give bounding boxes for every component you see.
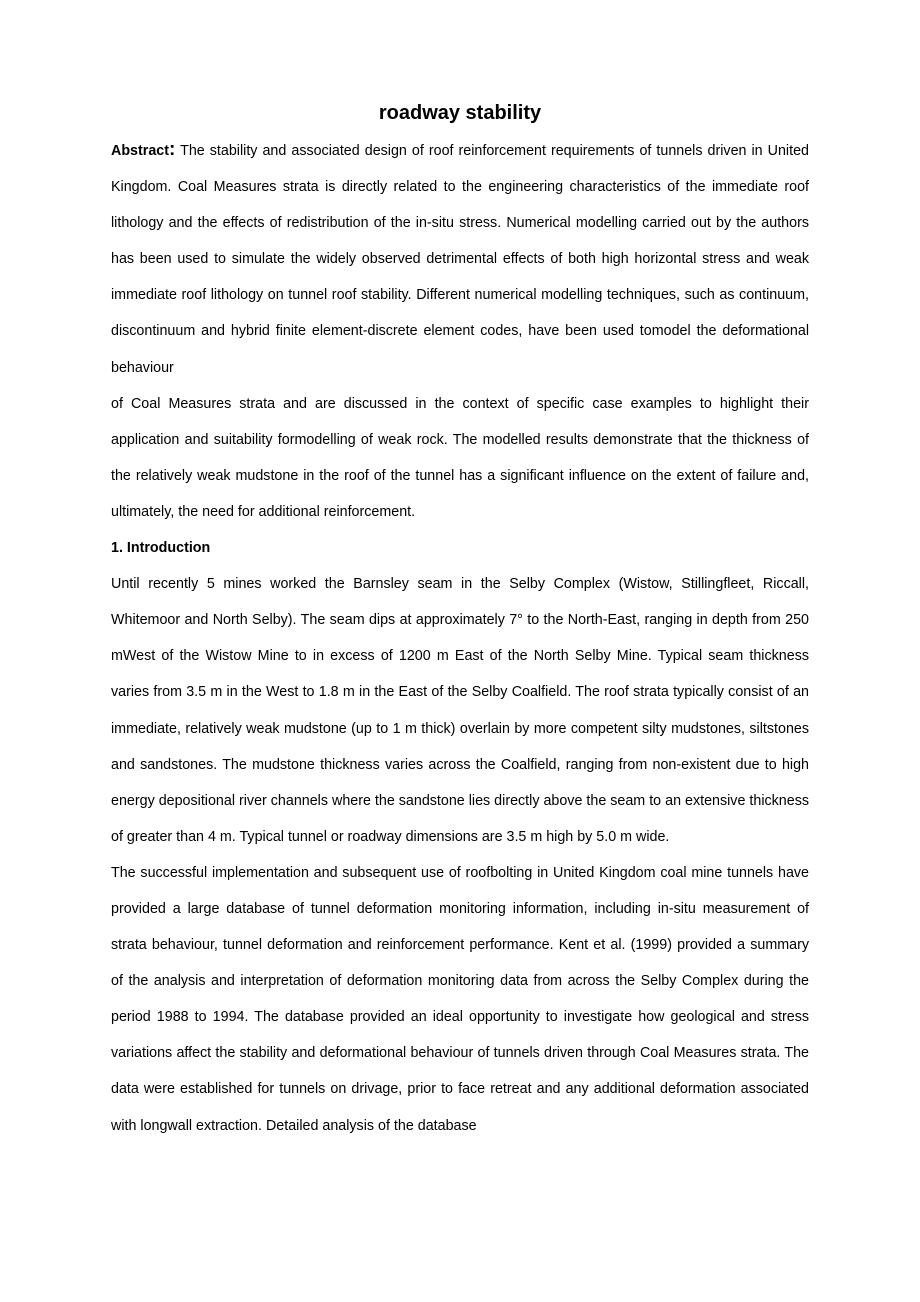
document-title: roadway stability: [378, 102, 542, 124]
introduction-paragraph-2: The successful implementation and subsequent use of roofbolting in United Kingdom coal mine tunnels have provided a large database of tunnel deformation monitoring information, including in-situ measurement of strata behaviour, tunnel deformation and reinforcement performance. Kent et al. (1999) provided a summary of the analysis and interpretation of deformation monitoring data from across the Selby Complex during the period 1988 to 1994. The database provided an ideal opportunity to investigate how geological and stress variations affect the stability and deformational behaviour of tunnels driven through Coal Measures strata. The data were established for tunnels on drivage, prior to face retreat and any additional deformation associated with longwall extraction. Detailed analysis of the database: [111, 864, 809, 1134]
abstract-colon: :: [169, 139, 176, 160]
introduction-paragraph-1: Until recently 5 mines worked the Barnsley seam in the Selby Complex (Wistow, Stillingfleet, Riccall, Whitemoor and North Selby). The seam dips at approximately 7° to the North-East, ranging in depth from 250 mWest of the Wistow Mine to in excess of 1200 m East of the North Selby Mine. Typical seam thickness varies from 3.5 m in the West to 1.8 m in the East of the Selby Coalfield. The roof strata typically consist of an immediate, relatively weak mudstone (up to 1 m thick) overlain by more competent silty mudstones, siltstones and sandstones. The mudstone thickness varies across the Coalfield, ranging from non-existent due to high energy depositional river channels where the sandstone lies directly above the seam to an extensive thickness of greater than 4 m. Typical tunnel or roadway dimensions are 3.5 m high by 5.0 m wide.: [111, 576, 809, 845]
abstract-continuation: of Coal Measures strata and are discussed in the context of specific case examples to highlight their application and suitability formodelling of weak rock. The modelled results demonstrate that the thickness of the relatively weak mudstone in the roof of the tunnel has a significant influence on the extent of failure and, ultimately, the need for additional reinforcement.: [111, 395, 809, 520]
abstract-label: Abstract: [111, 143, 169, 159]
abstract-paragraph: [111, 132, 809, 386]
section-heading-introduction: 1. Introduction: [111, 540, 211, 557]
document-body: [111, 96, 809, 1144]
abstract-text: The stability and associated design of roof reinforcement requirements of tunnels driven in United Kingdom. Coal Measures strata is directly related to the engineering characteristics of the immediate roof lithology and the effects of redistribution of the in-situ stress. Numerical modelling carried out by the authors has been used to simulate the widely observed detrimental effects of both high horizontal stress and weak immediate roof lithology on tunnel roof stability. Different numerical modelling techniques, such as continuum, discontinuum and hybrid finite element-discrete element codes, have been used tomodel the deformational behaviour: [111, 143, 809, 376]
